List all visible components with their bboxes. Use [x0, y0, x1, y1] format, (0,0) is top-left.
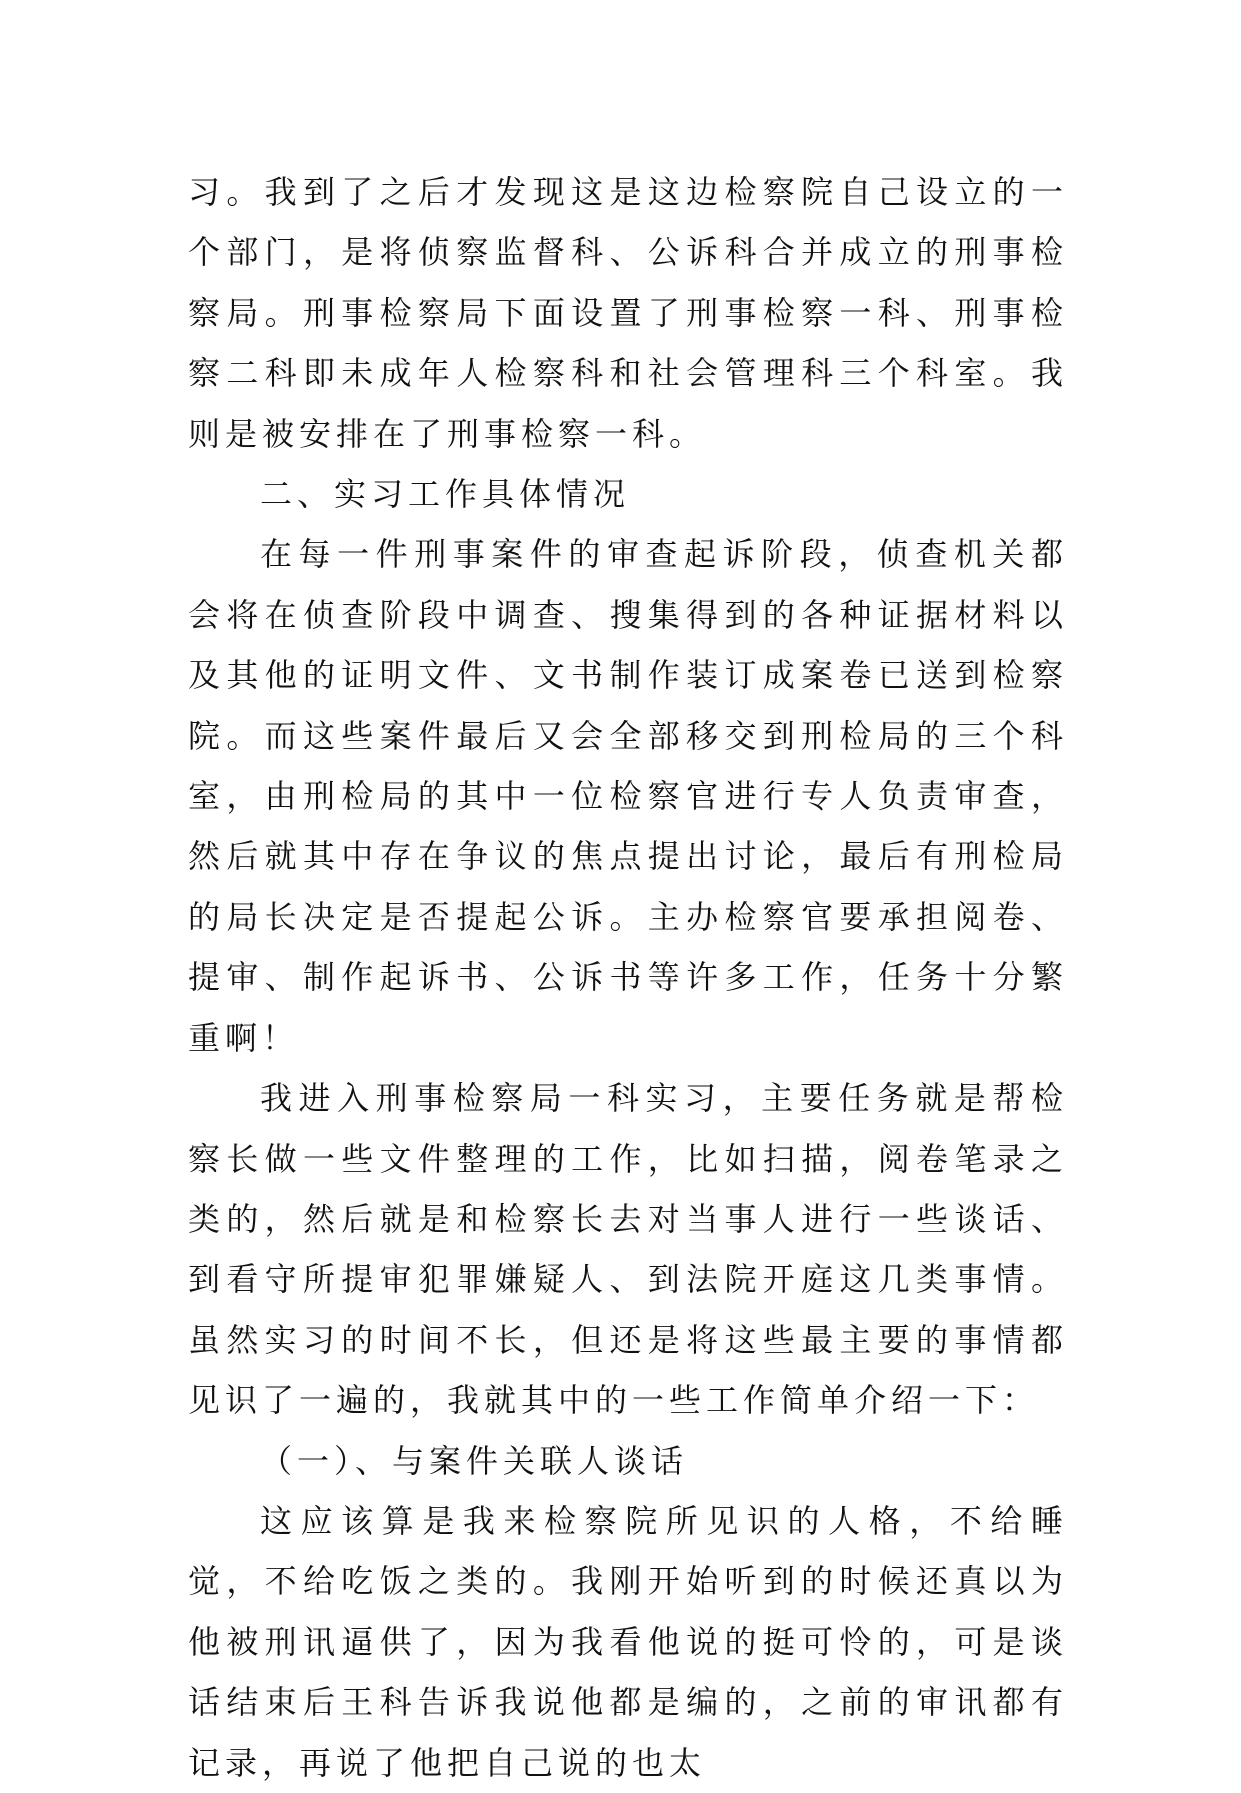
paragraph-review-stage: 在每一件刑事案件的审查起诉阶段，侦查机关都会将在侦查阶段中调查、搜集得到的各种证据材料以及其他的证明文件、文书制作装订成案卷已送到检察院。而这些案件最后又会全部移交到刑检局的三个科室，由刑检局的其中一位检察官进行专人负责审查，然后就其中存在争议的焦点提出讨论，最后有刑检局的局长决定是否提起公诉。主办检察官要承担阅卷、提审、制作起诉书、公诉书等许多工作，任务十分繁重啊！ [188, 535, 1068, 1057]
document-body [188, 162, 1068, 1793]
subsection-heading: （一）、与案件关联人谈话 [260, 1441, 689, 1480]
section-heading: 二、实习工作具体情况 [260, 475, 631, 514]
paragraph-internship-tasks: 我进入刑事检察局一科实习，主要任务就是帮检察长做一些文件整理的工作，比如扫描，阅卷笔录之类的，然后就是和检察长去对当事人进行一些谈话、到看守所提审犯罪嫌疑人、到法院开庭这几类事情。虽然实习的时间不长，但还是将这些最主要的事情都见识了一遍的，我就其中的一些工作简单介绍一下： [188, 1079, 1068, 1420]
paragraph-continuation: 习。我到了之后才发现这是这边检察院自己设立的一个部门，是将侦察监督科、公诉科合并成立的刑事检察局。刑事检察局下面设置了刑事检察一科、刑事检察二科即未成年人检察科和社会管理科三个科室。我则是被安排在了刑事检察一科。 [188, 173, 1068, 453]
paragraph-conversation: 这应该算是我来检察院所见识的人格，不给睡觉，不给吃饭之类的。我刚开始听到的时候还真以为他被刑讯逼供了，因为我看他说的挺可怜的，可是谈话结束后王科告诉我说他都是编的，之前的审讯都有记录，再说了他把自己说的也太 [188, 1501, 1068, 1782]
